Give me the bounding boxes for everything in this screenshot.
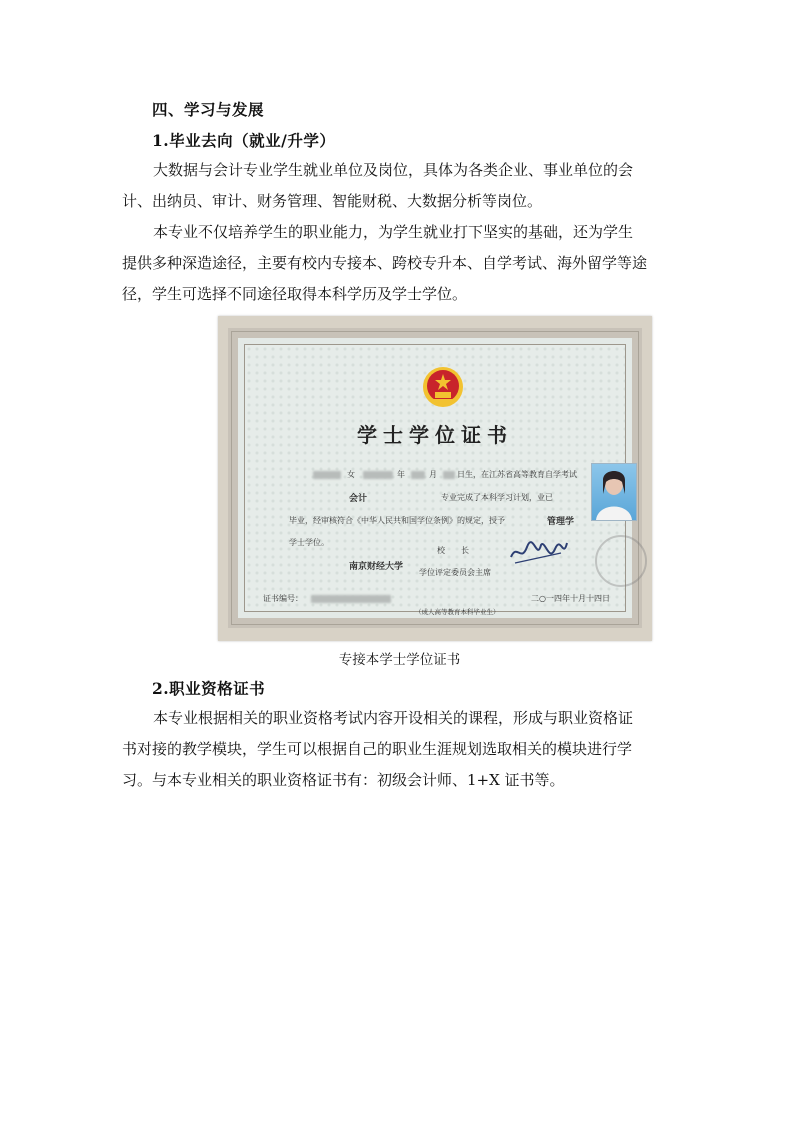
redacted-year xyxy=(363,471,393,479)
certificate-number-label: 证书编号： xyxy=(263,594,303,603)
image-caption: 专接本学士学位证书 xyxy=(338,652,461,668)
certificate-president-label: 校 长 xyxy=(437,546,469,555)
certificate-photo xyxy=(218,316,652,641)
certificate-major: 会计 xyxy=(349,494,368,504)
national-emblem-icon xyxy=(421,365,465,409)
paragraph-line: 习。与本专业相关的职业资格证书有：初级会计师、1+X 证书等。 xyxy=(122,771,565,789)
university-seal xyxy=(595,535,647,587)
section-heading: 四、学习与发展 xyxy=(152,100,265,119)
signature-icon xyxy=(507,535,569,567)
certificate-month-label: 月 xyxy=(429,470,437,479)
paragraph-line: 本专业根据相关的职业资格考试内容开设相关的课程，形成与职业资格证 xyxy=(153,709,634,727)
student-portrait xyxy=(591,463,637,521)
certificate-birth-text: 日生，在江苏省高等教育自学考试 xyxy=(457,470,577,479)
paragraph-qualification xyxy=(122,703,694,796)
certificate-date: 二○一四年十月十四日 xyxy=(531,594,610,603)
certificate-year-label: 年 xyxy=(397,470,405,479)
paragraph-line: 计、出纳员、审计、财务管理、智能财税、大数据分析等岗位。 xyxy=(122,192,543,210)
redacted-month xyxy=(411,471,425,479)
certificate-graduation-text: 毕业，经审核符合《中华人民共和国学位条例》的规定，授予 xyxy=(289,516,505,525)
certificate-committee-label: 学位评定委员会主席 xyxy=(419,568,491,577)
paragraph-line: 提供多种深造途径，主要有校内专接本、跨校专升本、自学考试、海外留学等途 xyxy=(122,254,648,272)
paragraph-line: 径，学生可选择不同途径取得本科学历及学士学位。 xyxy=(122,285,468,303)
paragraph-further-study xyxy=(122,217,694,310)
certificate-complete-text: 专业完成了本科学习计划，业已 xyxy=(441,493,553,502)
certificate-inner-panel xyxy=(244,344,626,616)
degree-certificate xyxy=(228,328,642,628)
redacted-day xyxy=(443,471,455,479)
certificate-degree: 管理学 xyxy=(547,517,575,527)
certificate-university: 南京财经大学 xyxy=(349,562,404,572)
paragraph-line: 书对接的教学模块，学生可以根据自己的职业生涯规划选取相关的模块进行学 xyxy=(122,740,633,758)
paragraph-line: 大数据与会计专业学生就业单位及岗位，具体为各类企业、事业单位的会 xyxy=(153,161,634,179)
certificate-degree-end: 学士学位。 xyxy=(289,538,329,547)
certificate-title: 学士学位证书 xyxy=(357,423,513,447)
person-silhouette-icon xyxy=(592,464,636,520)
redacted-certificate-number xyxy=(311,595,391,603)
paragraph-line: 本专业不仅培养学生的职业能力，为学生就业打下坚实的基础，还为学生 xyxy=(153,223,634,241)
subsection-heading-graduation: 1.毕业去向（就业/升学） xyxy=(152,131,336,150)
redacted-name xyxy=(313,471,341,479)
subsection-heading-qualification: 2.职业资格证书 xyxy=(152,679,266,698)
paragraph-employment xyxy=(122,155,694,217)
certificate-gender: 女 xyxy=(347,470,355,479)
certificate-footer-note: （成人高等教育本科毕业生） xyxy=(415,608,500,616)
